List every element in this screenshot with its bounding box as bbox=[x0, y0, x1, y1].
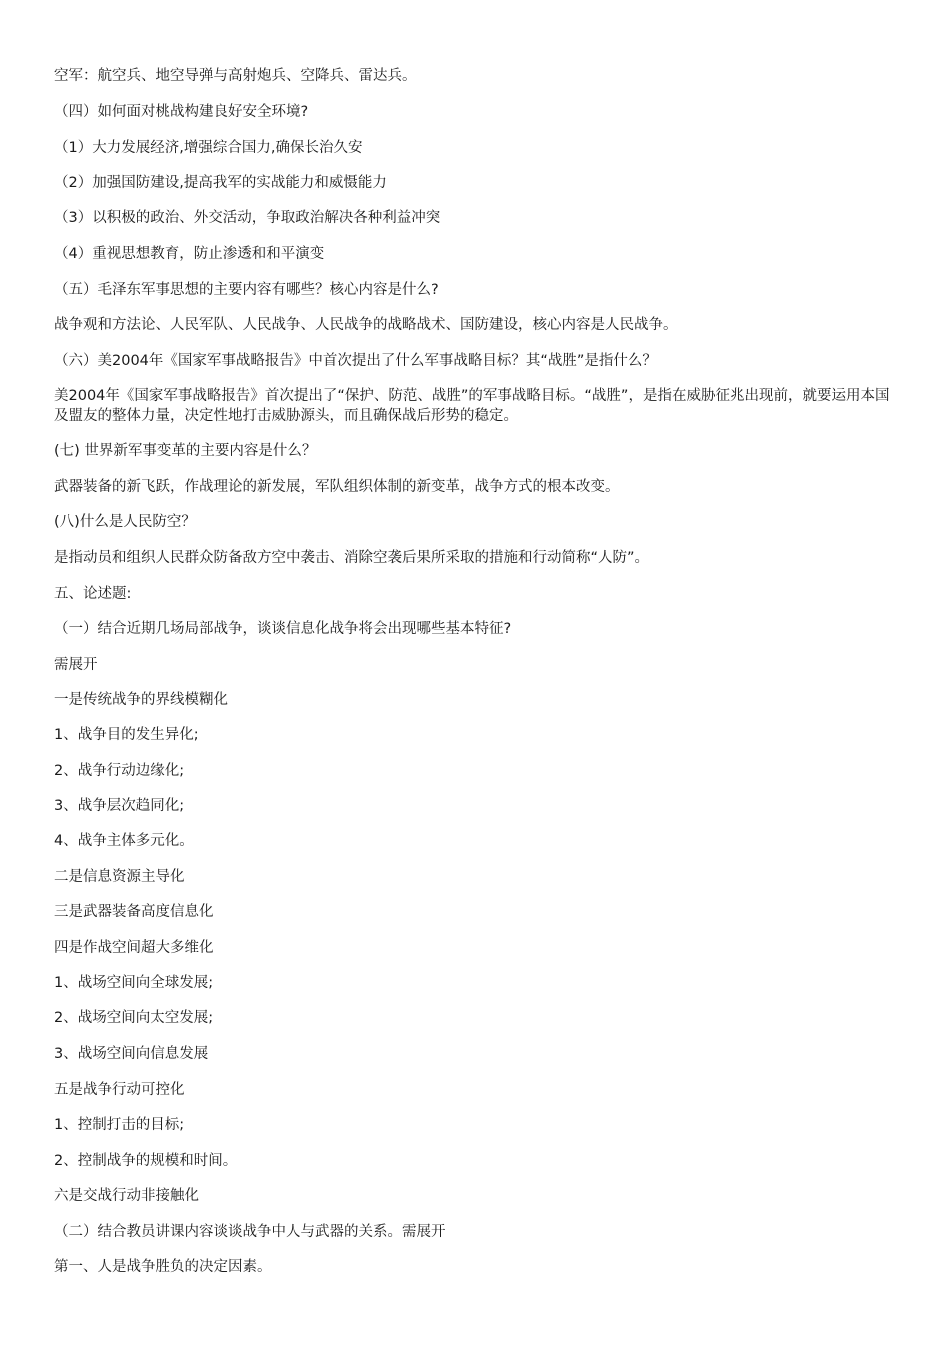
list-item: 2、战场空间向太空发展; bbox=[54, 1010, 214, 1026]
list-item: 4、战争主体多元化。 bbox=[54, 833, 194, 849]
answer-paragraph: 美2004年《国家军事战略报告》首次提出了“保护、防范、战胜”的军事战略目标。“战胜”，是指在威胁征兆出现前，就要运用本国及盟友的整体力量，决定性地打击威胁源头，而且确保战后形势的稳定。 bbox=[54, 388, 890, 424]
list-item: （4）重视思想教育，防止渗透和和平演变 bbox=[54, 246, 325, 262]
list-item: 1、战争目的发生异化; bbox=[54, 727, 199, 743]
question-heading: （四）如何面对桃战构建良好安全环境? bbox=[54, 104, 309, 120]
list-item: 3、战场空间向信息发展 bbox=[54, 1046, 209, 1062]
point-heading: 四是作战空间超大多维化 bbox=[54, 940, 214, 956]
list-item: 2、战争行动边缘化; bbox=[54, 763, 185, 779]
list-item: 3、战争层次趋同化; bbox=[54, 798, 185, 814]
list-item: （3）以积极的政治、外交活动，争取政治解决各种利益冲突 bbox=[54, 210, 441, 226]
text-line: 空军：航空兵、地空导弹与高射炮兵、空降兵、雷达兵。 bbox=[54, 68, 417, 84]
list-item: 2、控制战争的规模和时间。 bbox=[54, 1153, 238, 1169]
list-item: 1、战场空间向全球发展; bbox=[54, 975, 214, 991]
question-heading: (七) 世界新军事变革的主要内容是什么？ bbox=[54, 443, 317, 459]
point-heading: 三是武器装备高度信息化 bbox=[54, 904, 214, 920]
question-heading: （六）美2004年《国家军事战略报告》中首次提出了什么军事战略目标？其“战胜”是指什么？ bbox=[54, 353, 657, 369]
point-heading: 一是传统战争的界线模糊化 bbox=[54, 692, 228, 708]
question-heading: (八)什么是人民防空？ bbox=[54, 514, 196, 530]
question-heading: （二）结合教员讲课内容谈谈战争中人与武器的关系。需展开 bbox=[54, 1224, 446, 1240]
question-heading: （一）结合近期几场局部战争，谈谈信息化战争将会出现哪些基本特征? bbox=[54, 621, 512, 637]
list-item: （2）加强国防建设,提高我军的实战能力和威慑能力 bbox=[54, 175, 387, 191]
point-heading: 六是交战行动非接触化 bbox=[54, 1188, 199, 1204]
answer-text: 武器装备的新飞跃，作战理论的新发展，军队组织体制的新变革，战争方式的根本改变。 bbox=[54, 479, 620, 495]
text-line: 第一、人是战争胜负的决定因素。 bbox=[54, 1259, 272, 1275]
question-heading: （五）毛泽东军事思想的主要内容有哪些？核心内容是什么? bbox=[54, 282, 439, 298]
list-item: 1、控制打击的目标; bbox=[54, 1117, 185, 1133]
text-line: 需展开 bbox=[54, 657, 98, 673]
point-heading: 二是信息资源主导化 bbox=[54, 869, 185, 885]
list-item: （1）大力发展经济,增强综合国力,确保长治久安 bbox=[54, 140, 363, 156]
point-heading: 五是战争行动可控化 bbox=[54, 1082, 185, 1098]
answer-text: 是指动员和组织人民群众防备敌方空中袭击、消除空袭后果所采取的措施和行动简称“人防”。 bbox=[54, 550, 650, 566]
answer-text: 战争观和方法论、人民军队、人民战争、人民战争的战略战术、国防建设，核心内容是人民战争。 bbox=[54, 317, 678, 333]
section-heading: 五、论述题: bbox=[54, 586, 132, 602]
